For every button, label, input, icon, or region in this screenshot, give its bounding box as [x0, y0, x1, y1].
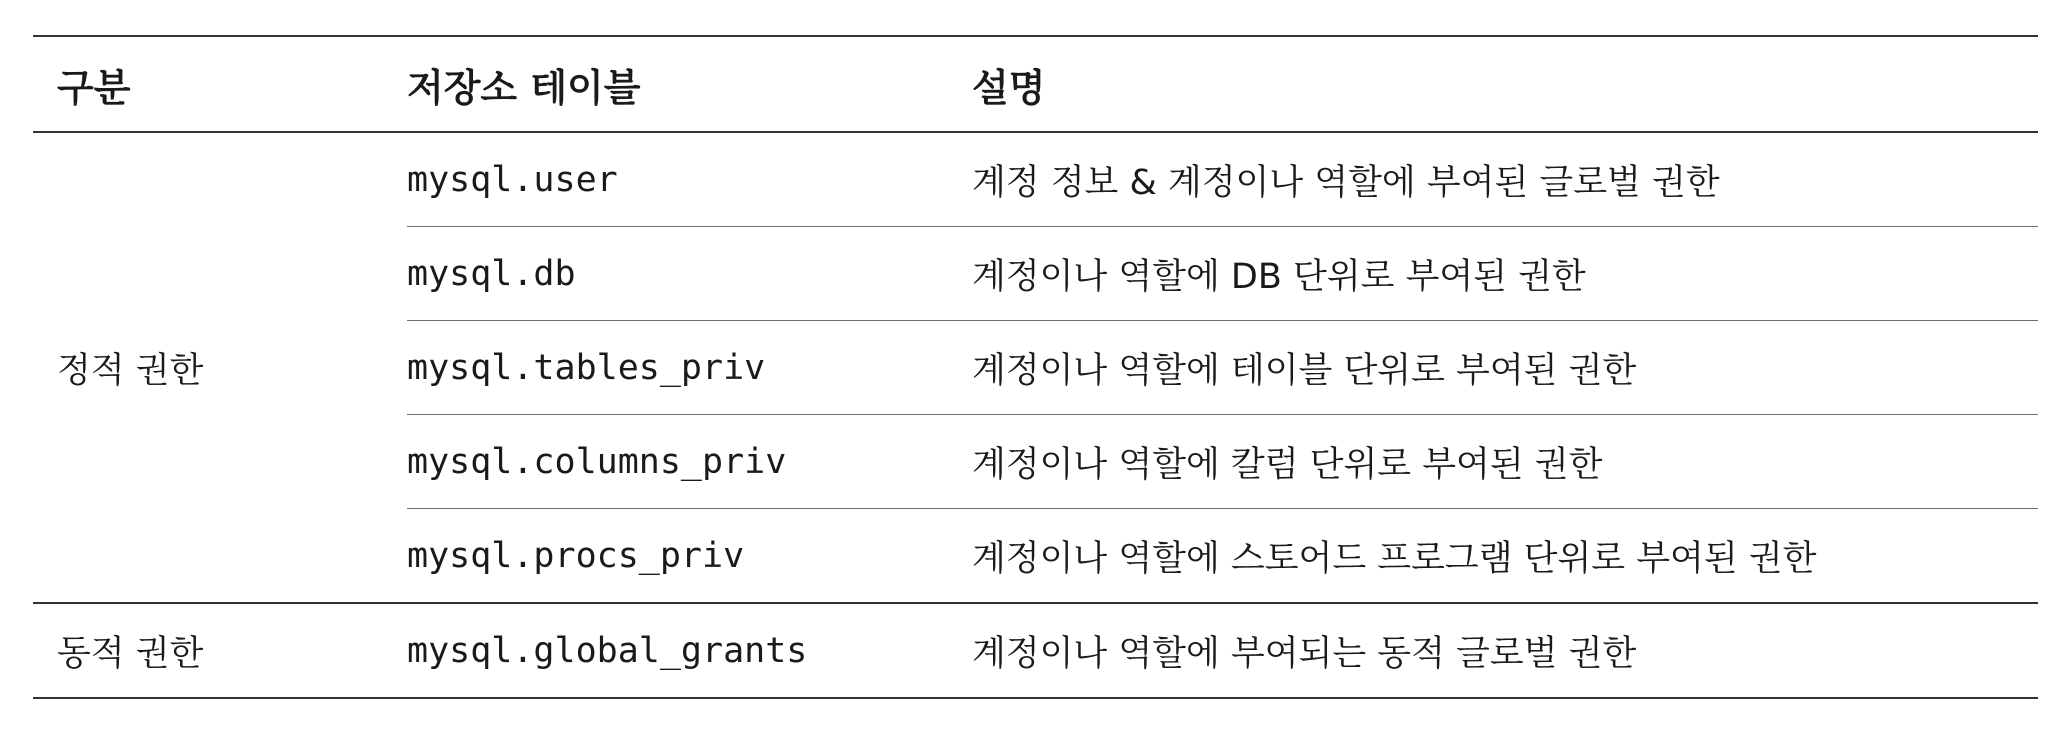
description-cell: 계정이나 역할에 부여되는 동적 글로벌 권한	[972, 633, 1637, 674]
table-name-cell: mysql.user	[407, 159, 618, 200]
table-name-cell: mysql.procs_priv	[407, 535, 745, 576]
description-cell: 계정이나 역할에 칼럼 단위로 부여된 권한	[972, 444, 1603, 485]
description-cell: 계정이나 역할에 DB 단위로 부여된 권한	[972, 256, 1586, 297]
table-name-cell: mysql.global_grants	[407, 630, 808, 671]
description-cell: 계정 정보 & 계정이나 역할에 부여된 글로벌 권한	[972, 162, 1720, 203]
header-description: 설명	[972, 65, 1046, 110]
group-label-static: 정적 권한	[57, 350, 204, 391]
table-name-cell: mysql.db	[407, 253, 576, 294]
table-header	[33, 36, 2038, 132]
table-row	[33, 132, 2038, 227]
header-table: 저장소 테이블	[407, 65, 641, 110]
description-cell: 계정이나 역할에 스토어드 프로그램 단위로 부여된 권한	[972, 538, 1817, 579]
table-name-cell: mysql.columns_priv	[407, 441, 787, 482]
group-label-dynamic: 동적 권한	[57, 633, 204, 674]
header-row	[33, 36, 2038, 132]
description-cell: 계정이나 역할에 테이블 단위로 부여된 권한	[972, 350, 1637, 391]
table-body	[33, 132, 2038, 698]
table-name-cell: mysql.tables_priv	[407, 347, 766, 388]
table-row	[33, 603, 2038, 698]
privilege-storage-table	[33, 35, 2038, 699]
header-group: 구분	[57, 65, 131, 110]
